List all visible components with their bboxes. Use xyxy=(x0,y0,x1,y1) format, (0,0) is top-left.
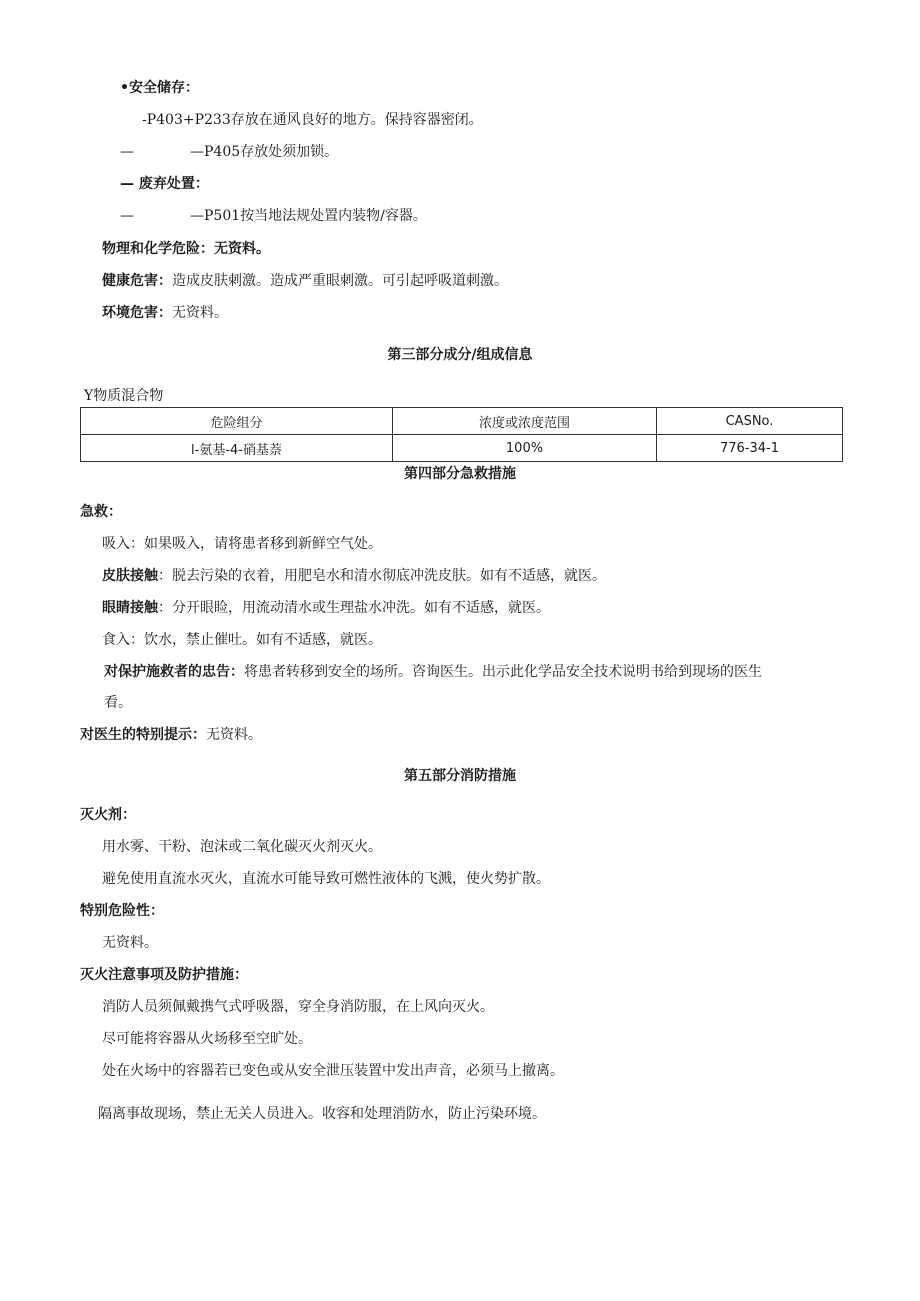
eye-contact-text: ：分开眼睑，用流动清水或生理盐水冲洗。如有不适感，就医。 xyxy=(158,600,550,616)
skin-contact-label: 皮肤接触 xyxy=(102,568,158,584)
composition-table xyxy=(80,407,843,462)
doctor-notes xyxy=(80,726,262,744)
cell-cas: 776-34-1 xyxy=(657,435,843,462)
p501-dash: — xyxy=(120,208,134,224)
doctor-notes-label: 对医生的特别提示： xyxy=(80,727,206,743)
rescuer-advice-label: 对保护施救者的忠告： xyxy=(104,664,244,680)
precaution-label: 灭火注意事项及防护措施： xyxy=(80,967,248,983)
precaution-text-4: 隔离事故现场，禁止无关人员进入。收容和处理消防水，防止污染环境。 xyxy=(98,1106,546,1122)
ingest-text: 食入：饮水，禁止催吐。如有不适感，就医。 xyxy=(102,632,382,648)
table-row xyxy=(81,435,843,462)
p403-statement: -P403+P233存放在通风良好的地方。保持容器密闭。 xyxy=(142,112,483,128)
skin-contact-text: ：脱去污染的衣着，用肥皂水和清水彻底冲洗皮肤。如有不适感，就医。 xyxy=(158,568,606,584)
physchem-hazard: 物理和化学危险：无资料。 xyxy=(102,241,270,257)
precaution-text-1: 消防人员须佩戴携气式呼吸器，穿全身消防服，在上风向灭火。 xyxy=(102,999,494,1015)
section4-title: 第四部分急救措施 xyxy=(404,466,516,482)
precaution-text-2: 尽可能将容器从火场移至空旷处。 xyxy=(102,1031,312,1047)
inhale-text: 吸入：如果吸入，请将患者移到新鲜空气处。 xyxy=(102,536,382,552)
first-aid-label: 急救： xyxy=(80,504,122,520)
header-concentration: 浓度或浓度范围 xyxy=(393,408,657,435)
precaution-text-3: 处在火场中的容器若已变色或从安全泄压装置中发出声音，必须马上撤离。 xyxy=(102,1063,564,1079)
p405-statement: —P405存放处须加锁。 xyxy=(190,144,339,160)
eye-contact-label: 眼睛接触 xyxy=(102,600,158,616)
agent-text-1: 用水雾、干粉、泡沫或二氧化碳灭火剂灭火。 xyxy=(102,839,382,855)
section5-title: 第五部分消防措施 xyxy=(404,768,516,784)
disposal-heading: — 废弃处置： xyxy=(120,176,209,192)
section3-title: 第三部分成分/组成信息 xyxy=(387,347,533,363)
env-hazard xyxy=(102,304,228,322)
rescuer-advice-text: 将患者转移到安全的场所。咨询医生。出示此化学品安全技术说明书给到现场的医生 xyxy=(244,664,762,680)
doctor-notes-text: 无资料。 xyxy=(206,727,262,743)
rescuer-advice-cont: 看。 xyxy=(104,695,132,711)
health-hazard-label: 健康危害： xyxy=(102,273,172,289)
cell-concentration: 100% xyxy=(393,435,657,462)
eye-contact xyxy=(102,599,550,617)
env-hazard-text: 无资料。 xyxy=(172,305,228,321)
agent-text-2: 避免使用直流水灭火，直流水可能导致可燃性液体的飞溅，使火势扩散。 xyxy=(102,871,550,887)
mixture-label: Y物质混合物 xyxy=(84,388,164,404)
storage-heading: •安全储存： xyxy=(120,80,199,96)
health-hazard xyxy=(102,272,508,290)
health-hazard-text: 造成皮肤刺激。造成严重眼刺激。可引起呼吸道刺激。 xyxy=(172,273,508,289)
env-hazard-label: 环境危害： xyxy=(102,305,172,321)
table-header-row xyxy=(81,408,843,435)
special-hazard-label: 特别危险性： xyxy=(80,903,164,919)
p405-dash: — xyxy=(120,144,134,160)
rescuer-advice xyxy=(104,663,762,681)
agent-label: 灭火剂： xyxy=(80,807,136,823)
header-cas: CASNo. xyxy=(657,408,843,435)
skin-contact xyxy=(102,567,606,585)
p501-statement: —P501按当地法规处置内装物/容器。 xyxy=(190,208,427,224)
special-hazard-text: 无资料。 xyxy=(102,935,158,951)
header-component: 危险组分 xyxy=(81,408,393,435)
cell-component: l-氨基-4-硝基萘 xyxy=(81,435,393,462)
